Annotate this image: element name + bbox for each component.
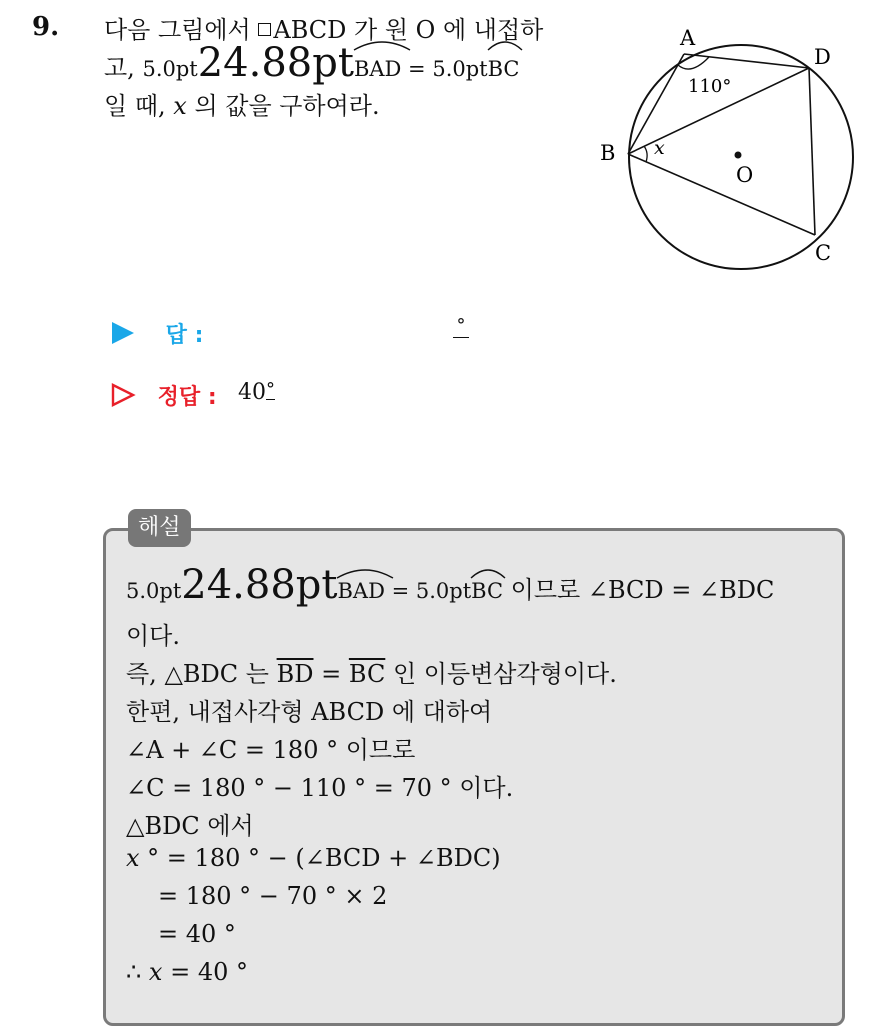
label-d: D (814, 45, 831, 69)
square-symbol-icon (258, 23, 271, 36)
label-o: O (736, 163, 754, 187)
arc-bad-label: BAD (337, 579, 385, 603)
answer-label: 답 : (165, 323, 204, 348)
segment-bd-label: $\overline{BD}$ (276, 660, 314, 688)
solution-line-5: ∠A + ∠C = 180 ° 이므로 (126, 736, 416, 764)
therefore-symbol: ∴ (126, 958, 149, 986)
arc-mark-icon (469, 564, 507, 580)
label-angle-a: 110° (688, 76, 732, 97)
arc-mark-icon (352, 36, 412, 52)
variable-x: x (126, 844, 140, 872)
pt-big: 24.88pt (197, 40, 354, 86)
arc-mark-icon (335, 564, 395, 580)
correct-label: 정답 : (157, 385, 217, 410)
question-text-part: 가 원 O 에 내접하 (346, 16, 544, 44)
solution-line-11 (126, 958, 248, 986)
question-number: 9. (32, 12, 60, 42)
variable-x: x (148, 958, 163, 986)
outline-triangle-icon (110, 382, 136, 408)
label-angle-b: x (654, 137, 665, 159)
equals-sign: = (384, 579, 416, 603)
solution-text-part: 즉, △BDC 는 (126, 660, 277, 688)
inscribed-quadrilateral-figure (596, 20, 866, 275)
solution-line-4: 한편, 내접사각형 ABCD 에 대하여 (126, 698, 493, 726)
question-line-2 (104, 40, 584, 88)
question-line-3 (104, 88, 584, 125)
label-b: B (600, 141, 616, 165)
quad-name: ABCD (273, 16, 347, 44)
label-c: C (815, 241, 832, 265)
variable-x: x (173, 92, 187, 120)
solution-text-part: = 40 ° (162, 958, 248, 986)
equals-sign: = (401, 57, 433, 81)
solution-line-2: 이다. (126, 622, 180, 650)
segment-bc (628, 154, 815, 235)
pt-small: 5.0pt (126, 579, 182, 603)
solution-tag: 해설 (128, 509, 191, 547)
question-text (104, 12, 584, 125)
correct-answer-row (110, 379, 275, 411)
arc-mark-icon (486, 36, 524, 52)
arc-bad-label: BAD (353, 57, 402, 81)
question-text-part: 일 때, (104, 92, 174, 120)
pt-big: 24.88pt (181, 562, 338, 608)
question-text-part: 의 값을 구하여라. (186, 92, 380, 120)
arc-bad (337, 579, 384, 603)
arc-bc-label: BC (471, 579, 504, 603)
answer-blank-field[interactable] (453, 312, 469, 338)
play-triangle-icon (110, 320, 136, 346)
solution-line-9: = 180 ° − 70 ° × 2 (158, 882, 388, 910)
question-text-part: 고, (104, 54, 143, 82)
pt-small: 5.0pt (415, 579, 472, 603)
pt-small: 5.0pt (432, 57, 488, 81)
correct-number: 40 (238, 380, 266, 405)
equals-sign: = (313, 660, 349, 688)
segment-dc (809, 68, 815, 235)
center-point (735, 152, 742, 159)
angle-a-arc (678, 57, 709, 69)
arc-bc-label: BC (487, 57, 520, 81)
arc-bc (471, 579, 503, 603)
arc-bad (354, 51, 401, 88)
correct-degree-unit: ° (266, 379, 275, 400)
angle-b-arc (644, 146, 647, 162)
solution-text-part: 이므로 ∠BCD = ∠BDC (503, 576, 775, 604)
solution-line-10: = 40 ° (158, 920, 236, 948)
solution-text-part: ° = 180 ° − (∠BCD + ∠BDC) (139, 844, 501, 872)
solution-line-1 (126, 562, 775, 608)
answer-input-row (110, 315, 466, 349)
solution-line-6: ∠C = 180 ° − 110 ° = 70 ° 이다. (126, 774, 514, 802)
solution-text-part: 인 이등변삼각형이다. (385, 660, 617, 688)
segment-bc-label: $\overline{BC}$ (348, 660, 386, 688)
arc-bc (488, 51, 520, 88)
label-a: A (680, 26, 696, 50)
correct-value (238, 380, 275, 405)
pt-small: 5.0pt (142, 57, 198, 81)
degree-unit: ° (456, 315, 466, 336)
solution-line-8 (126, 844, 501, 872)
solution-line-7: △BDC 에서 (126, 812, 254, 840)
solution-line-3 (126, 654, 617, 689)
question-text-part: 다음 그림에서 (104, 16, 259, 44)
